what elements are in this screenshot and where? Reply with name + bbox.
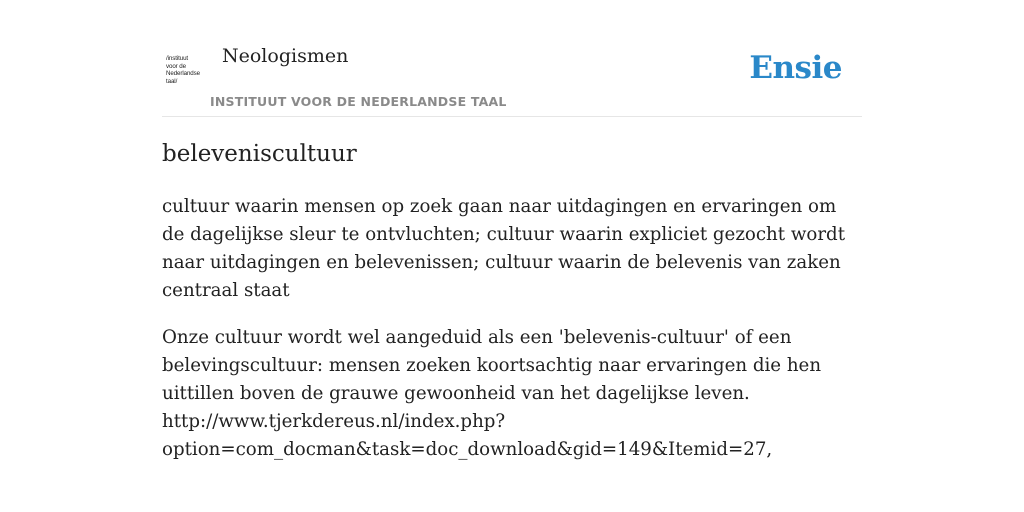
entry-content (162, 136, 862, 464)
logo-line: taal/ (166, 77, 178, 85)
entry-title: beleveniscultuur (162, 141, 357, 167)
example-text: Onze cultuur wordt wel aangeduid als een 'belevenis-cultuur' of een belevingscultuur: mensen zoeken koortsachtig naar ervaringen die hen uittillen boven de grauwe gewoonheid van het dagelijkse leven. (162, 327, 822, 404)
entry-example (162, 324, 862, 464)
site-header (162, 0, 862, 117)
example-source-url: http://www.tjerkdereus.nl/index.php? (162, 411, 506, 432)
logo-line: /instituut (166, 55, 189, 62)
ensie-logo-link[interactable]: Ensie (749, 50, 842, 86)
site-name[interactable]: Neologismen (222, 45, 349, 67)
entry-definition: cultuur waarin mensen op zoek gaan naar uitdagingen en ervaringen om de dagelijkse sleur te ontvluchten; cultuur waarin expliciet gezocht wordt naar uitdagingen en belevenissen; cultuur waarin de belevenis van zaken centraal staat (162, 196, 846, 301)
logo-line: voor de (166, 62, 186, 70)
organization-name: INSTITUUT VOOR DE NEDERLANDSE TAAL (210, 94, 507, 109)
ivdnt-logo[interactable] (166, 55, 210, 85)
example-source-url-continued: option=com_docman&task=doc_download&gid=149&Itemid=27, (162, 439, 773, 460)
logo-line: Nederlandse (166, 70, 200, 78)
